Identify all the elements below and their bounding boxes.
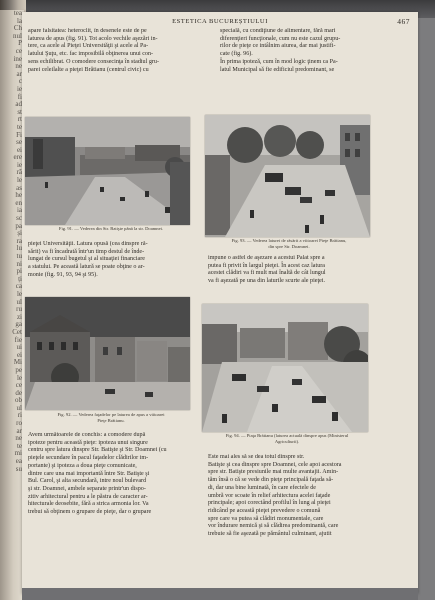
street-scene-photo xyxy=(25,117,190,225)
text-line: tere, ca acele al Pieţei Universităţii şi acele al Pa- xyxy=(28,43,149,50)
text-line: ridicând pe această pieţei prevedere o comună xyxy=(208,507,321,514)
margin-fragment: pa xyxy=(15,221,22,230)
text-line: specială, cu condiţiune de alimentare, fără mari xyxy=(220,28,336,34)
text-line: În prima ipoteză, cum în mod logic ţinem ca Pa- xyxy=(220,58,338,65)
text-line: şi str. Doamnei, ambele separate printr'un dispo- xyxy=(28,485,146,492)
margin-fragment: le xyxy=(16,373,22,382)
text-line: cate (fig. 96). xyxy=(220,51,253,58)
caption-fig-92 xyxy=(27,412,195,424)
margin-fragment: ea xyxy=(15,457,22,466)
margin-fragment: ne xyxy=(15,434,22,443)
margin-fragment: Mi xyxy=(13,358,22,367)
margin-fragment: ul xyxy=(16,297,22,306)
text-line: spre str. Batişte presiunile mai multe avantajii. Amin- xyxy=(208,469,339,476)
text-line: a statului. Pe această latură se poate obţine o ar- xyxy=(28,264,145,271)
margin-fragment: pi xyxy=(16,267,22,276)
caption-line: din spre Str. Doamnei. xyxy=(268,243,310,249)
margin-fragment: Cet xyxy=(12,327,22,336)
margin-fragment: P xyxy=(18,39,22,48)
running-title: ESTETICA BUCUREȘTIULUI xyxy=(172,18,268,25)
top-text-right-column xyxy=(220,28,410,76)
margin-fragment: he xyxy=(15,191,22,200)
photo-fig-94 xyxy=(202,304,368,432)
photo-fig-92 xyxy=(25,297,190,410)
margin-fragment: c xyxy=(18,77,22,86)
margin-fragment: te xyxy=(16,441,22,450)
text-line: ipoteze pentru această pieţe: ipoteza unui singure xyxy=(28,439,148,446)
margin-fragment: și xyxy=(17,229,22,238)
text-line: portante) şi ipoteza a doua pieţe comunicate, xyxy=(28,462,137,469)
text-line: pieţei Universităţii. Latura opusă (cea dinspre ră- xyxy=(28,241,148,247)
page-header xyxy=(22,16,418,28)
text-line: vor îndurare nemică şi să clădirea predominantă, care xyxy=(208,523,339,530)
margin-fragment: ar xyxy=(16,69,22,78)
margin-fragment: ie xyxy=(16,84,22,93)
margin-fragment: ine xyxy=(13,54,22,63)
text-line: trebuie să fie aşezată pe pământul culminant, ajutit xyxy=(208,531,332,538)
margin-fragment: as xyxy=(16,183,22,192)
text-line: va fi aşezată pe una din laturile scurte ale pieţei. xyxy=(208,278,326,285)
text-line: apare falsitatea: heteroclit, în desenele este de pe xyxy=(28,28,147,34)
caption-line: Pieţe Brătianu. xyxy=(97,417,125,423)
margin-fragment: ere xyxy=(13,153,22,162)
text-line: spre care va putea să clădiri monumentale, care xyxy=(208,515,324,522)
margin-fragment: ca xyxy=(15,282,22,291)
margin-fragment: fi xyxy=(17,92,22,101)
page-number: 467 xyxy=(397,17,410,26)
caption-fig-93 xyxy=(206,238,372,250)
middle-text-left-column xyxy=(28,241,198,281)
caption-line: Fig. 94. — Piaţa Brătianu (laturea actuală dinspre apus (Ministerul xyxy=(225,433,349,438)
piata-bratianu-photo xyxy=(202,304,368,432)
text-line: acestei clădiri va fi mult mai înaltă de cât lungul xyxy=(208,270,326,277)
text-line: umbră vor scoate în relief arhitectura acelei faţade xyxy=(208,492,331,499)
page-bottom-shadow xyxy=(22,588,418,600)
margin-fragment: la xyxy=(16,16,22,25)
margin-fragment: lu xyxy=(16,244,22,253)
margin-fragment: ru xyxy=(16,305,22,314)
middle-text-right-column xyxy=(208,255,398,289)
margin-fragment: ră xyxy=(16,168,22,177)
text-line: di, dar una bine luminată, în care efectele de xyxy=(208,484,316,491)
text-line: centru spre latura dinspre Str. Batişte şi Str. Doamnei (cu xyxy=(28,447,167,454)
margin-fragment: ia xyxy=(16,206,22,215)
caption-line: Fig. 92. — Vederea faţadelor pe laturea de apus a viitoarei xyxy=(57,412,165,417)
margin-fragment: ga xyxy=(15,320,22,329)
margin-fragment: le xyxy=(16,176,22,185)
margin-fragment: Fi xyxy=(16,130,22,139)
margin-fragment: sc xyxy=(16,214,22,223)
margin-fragment: ei xyxy=(16,350,22,359)
margin-fragment: ie xyxy=(16,160,22,169)
margin-fragment: ad xyxy=(15,100,22,109)
text-line: latului Şuţu, etc. fac imposibilă obţinerea unui con- xyxy=(28,51,154,58)
text-line: putea fi privit în largul pieţei. În acest caz latura xyxy=(208,262,325,269)
text-line: parei celeilalte a pieţei Brătianu (centrul civic) cu xyxy=(28,66,149,73)
text-line: Avem următoarele de conchis: a comodere după xyxy=(28,432,146,438)
margin-fragment: tea xyxy=(13,10,22,17)
text-line: tăm însă o că se vede din pieţe principală faţada să- xyxy=(208,477,334,484)
square-scene-photo xyxy=(205,115,370,237)
margin-fragment: ob xyxy=(15,396,22,405)
text-line: dintre care una mai importantă între Str. Batişte şi xyxy=(28,470,150,477)
facades-photo xyxy=(25,297,190,410)
margin-fragment: ri xyxy=(17,411,22,420)
text-line: sărit) va fi încadrată într'un timp destul de înde- xyxy=(28,248,145,255)
margin-fragment: rt xyxy=(17,115,22,124)
photo-fig-93 xyxy=(205,115,370,237)
margin-fragment: en xyxy=(15,198,22,207)
caption-line: Agriculturii). xyxy=(274,438,300,444)
margin-fragment: ui xyxy=(16,343,22,352)
text-line: Este mai ales să se dea totul dinspre str. xyxy=(208,454,305,460)
photo-fig-91 xyxy=(25,117,190,225)
bottom-text-right-column xyxy=(208,454,400,592)
bottom-text-left-column xyxy=(28,432,198,592)
margin-fragment: te xyxy=(16,122,22,131)
book-page xyxy=(22,12,418,594)
text-line: trebui să obţinem o grupare de pieţe, dar o grupare xyxy=(28,509,152,516)
text-line: sens echilibrat. O comodere consecinţa în stadiul gru- xyxy=(28,58,159,65)
text-line: zitiv arhitectural pentru a le păstra de caracter ar- xyxy=(28,493,148,500)
margin-fragment: su xyxy=(15,464,22,473)
top-text-left-column xyxy=(28,28,214,76)
margin-fragment: st xyxy=(17,107,22,116)
margin-fragment: ul xyxy=(16,403,22,412)
caption-line: Fig. 91. — Vederea din Str. Batişte până la str. Doamnei. xyxy=(58,226,164,231)
margin-fragment: ar xyxy=(16,426,22,435)
margin-fragment: le xyxy=(16,289,22,298)
caption-fig-94 xyxy=(202,433,372,445)
text-line: Batişte şi cea dinspre spre Doamnei, cele apoi acestora xyxy=(208,461,342,468)
margin-fragment: ce xyxy=(15,381,22,390)
margin-fragment: se xyxy=(16,138,22,147)
caption-line: Fig. 93. — Vederea laturei de răsărit a viitoarei Pieţe Brătianu, xyxy=(231,238,347,243)
margin-fragment: tu xyxy=(16,252,22,260)
margin-fragment: ro xyxy=(16,419,22,428)
margin-fragment: ne xyxy=(15,62,22,71)
text-line: diferenţieri funcţionale, cum nu este cazul grupu- xyxy=(220,35,341,42)
text-line: rilor de pieţe ce intâlnim aiurea, dar mai justifi- xyxy=(220,43,336,50)
margin-fragment: zi xyxy=(16,312,22,321)
text-line: lungat de cursul bugetul şi al situaţiei financiare xyxy=(28,256,145,263)
margin-fragment: de xyxy=(15,388,22,397)
text-line: pieţele secundare în pacul faţadelor clădirilor im- xyxy=(28,455,149,462)
previous-page-edge xyxy=(0,10,24,600)
caption-fig-91 xyxy=(27,226,195,234)
margin-fragment: ni xyxy=(16,259,22,268)
margin-fragment: ra xyxy=(16,236,22,245)
text-line: principale; apoi corectând profilul în lung al pieţei xyxy=(208,500,331,507)
text-line: monie (fig. 91, 93, 94 şi 95). xyxy=(28,271,98,278)
margin-fragment: ei xyxy=(16,145,22,154)
text-line: hitecturale deosebite, fără a strica armonia lor. Va xyxy=(28,501,149,508)
margin-fragment: fie xyxy=(14,335,22,344)
margin-fragment: pe xyxy=(15,365,22,374)
text-line: Bul. Carol, şi alta secundară, intre noul bulevard xyxy=(28,478,147,485)
margin-fragment: ți xyxy=(18,274,22,283)
margin-fragment: mi xyxy=(14,449,22,458)
margin-fragment: nul xyxy=(13,31,22,40)
margin-fragment: ce xyxy=(15,46,22,55)
margin-fragment: Ch xyxy=(13,24,22,33)
text-line: impune o astfel de aşezare a acestui Palat spre a xyxy=(208,255,325,261)
text-line: latul Municipal să fie edificiul predominant, se xyxy=(220,66,335,73)
text-line: laturea de apus (fig. 91). Tot acolo vechile aşezări in- xyxy=(28,35,158,42)
